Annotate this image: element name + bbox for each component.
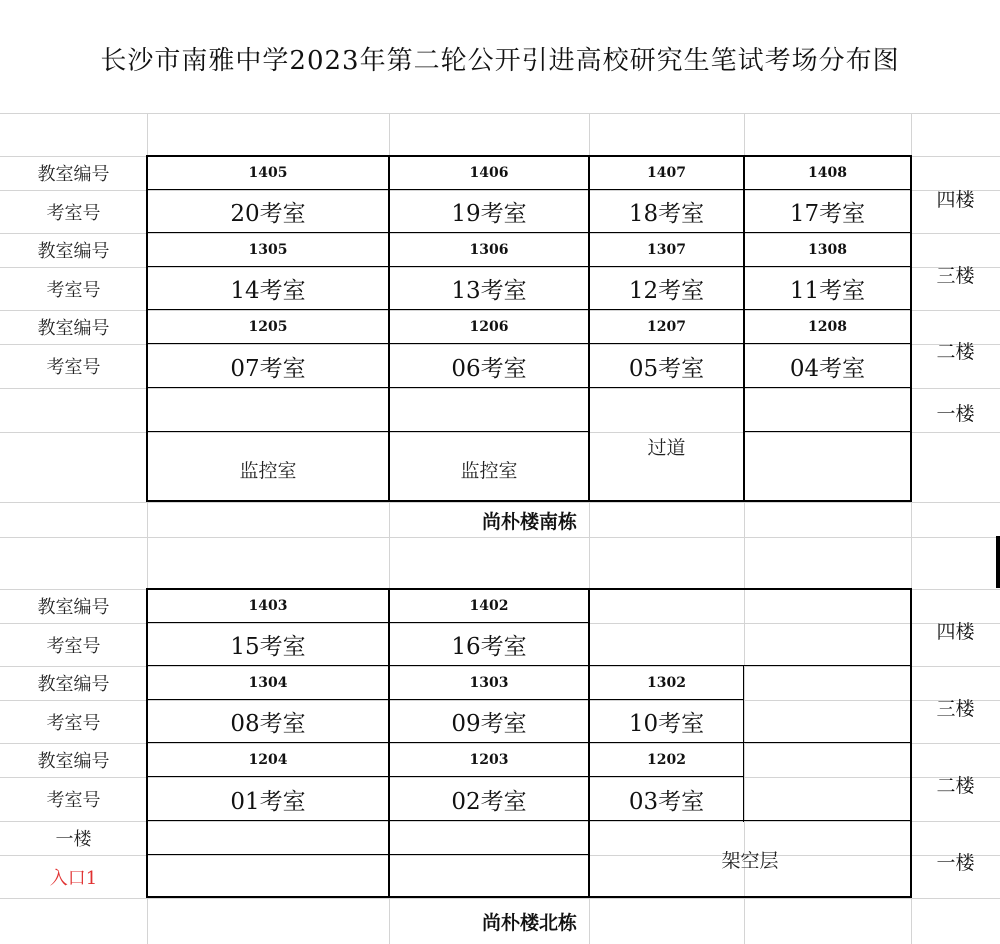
monitor-room: 监控室: [460, 459, 518, 482]
exam-room: 20考室: [230, 201, 306, 227]
row-label-first-floor: 一楼: [55, 829, 92, 850]
exam-room: 06考室: [451, 355, 527, 382]
classroom-number: 1308: [808, 242, 847, 258]
classroom-number: 1302: [647, 675, 686, 691]
classroom-number: 1407: [647, 165, 686, 181]
row-label-exam-room: 考室号: [46, 712, 101, 734]
row-label-exam-room: 考室号: [46, 635, 101, 657]
row-label-exam-room: 考室号: [46, 790, 101, 811]
exam-room: 07考室: [230, 355, 306, 382]
exam-room: 08考室: [230, 711, 306, 737]
page-title: 长沙市南雅中学2023年第二轮公开引进高校研究生笔试考场分布图: [100, 45, 900, 76]
floor-label-4: 四楼: [936, 188, 975, 211]
row-label-classroom-no: 教室编号: [37, 164, 110, 185]
edge-marker: [996, 536, 1000, 588]
floor-label-3: 三楼: [936, 264, 975, 287]
corridor: 过道: [647, 436, 686, 459]
exam-room: 11考室: [789, 278, 866, 304]
exam-room: 14考室: [230, 278, 306, 304]
exam-room: 19考室: [451, 201, 527, 227]
classroom-number: 1408: [808, 165, 847, 181]
exam-room: 03考室: [628, 788, 705, 815]
exam-room: 02考室: [451, 788, 527, 815]
classroom-number: 1205: [248, 319, 288, 335]
exam-room: 09考室: [451, 711, 527, 737]
building-name-south: 尚朴楼南栋: [481, 510, 577, 533]
exam-room: 04考室: [789, 355, 866, 382]
floor-label-2: 二楼: [936, 774, 975, 797]
floor-label-4: 四楼: [936, 620, 975, 643]
classroom-number: 1203: [469, 752, 509, 768]
exam-room: 01考室: [230, 788, 306, 815]
row-label-classroom-no: 教室编号: [37, 751, 110, 772]
classroom-number: 1307: [647, 242, 686, 258]
classroom-number: 1403: [248, 598, 288, 614]
row-label-classroom-no: 教室编号: [37, 674, 110, 695]
stilt-floor: 架空层: [721, 849, 779, 872]
exam-room: 13考室: [451, 278, 527, 304]
classroom-number: 1206: [469, 319, 509, 335]
classroom-number: 1405: [248, 165, 288, 181]
row-label-exam-room: 考室号: [46, 202, 101, 224]
exam-room: 05考室: [628, 355, 705, 382]
row-label-classroom-no: 教室编号: [37, 241, 110, 262]
classroom-number: 1305: [248, 242, 288, 258]
row-label-exam-room: 考室号: [46, 279, 101, 301]
classroom-number: 1304: [248, 675, 288, 691]
monitor-room: 监控室: [239, 459, 297, 482]
exam-room: 18考室: [628, 201, 705, 227]
row-label-classroom-no: 教室编号: [37, 597, 110, 618]
exam-room: 10考室: [628, 711, 705, 737]
building-name-north: 尚朴楼北栋: [481, 911, 577, 934]
classroom-number: 1202: [647, 752, 686, 768]
classroom-number: 1402: [469, 598, 509, 614]
classroom-number: 1306: [469, 242, 509, 258]
classroom-number: 1208: [808, 319, 847, 335]
row-label-classroom-no: 教室编号: [37, 318, 110, 339]
classroom-number: 1406: [469, 165, 509, 181]
classroom-number: 1207: [647, 319, 686, 335]
entrance-label: 入口1: [49, 867, 98, 889]
floor-label-2: 二楼: [936, 340, 975, 363]
exam-room: 16考室: [451, 634, 527, 660]
floor-label-3: 三楼: [936, 697, 975, 720]
exam-room: 17考室: [789, 201, 866, 227]
classroom-number: 1204: [248, 752, 288, 768]
row-label-exam-room: 考室号: [46, 357, 101, 378]
classroom-number: 1303: [469, 675, 509, 691]
exam-room: 12考室: [628, 278, 705, 304]
floor-label-1: 一楼: [936, 851, 975, 874]
floor-label-1: 一楼: [936, 402, 975, 425]
exam-room: 15考室: [230, 634, 306, 660]
